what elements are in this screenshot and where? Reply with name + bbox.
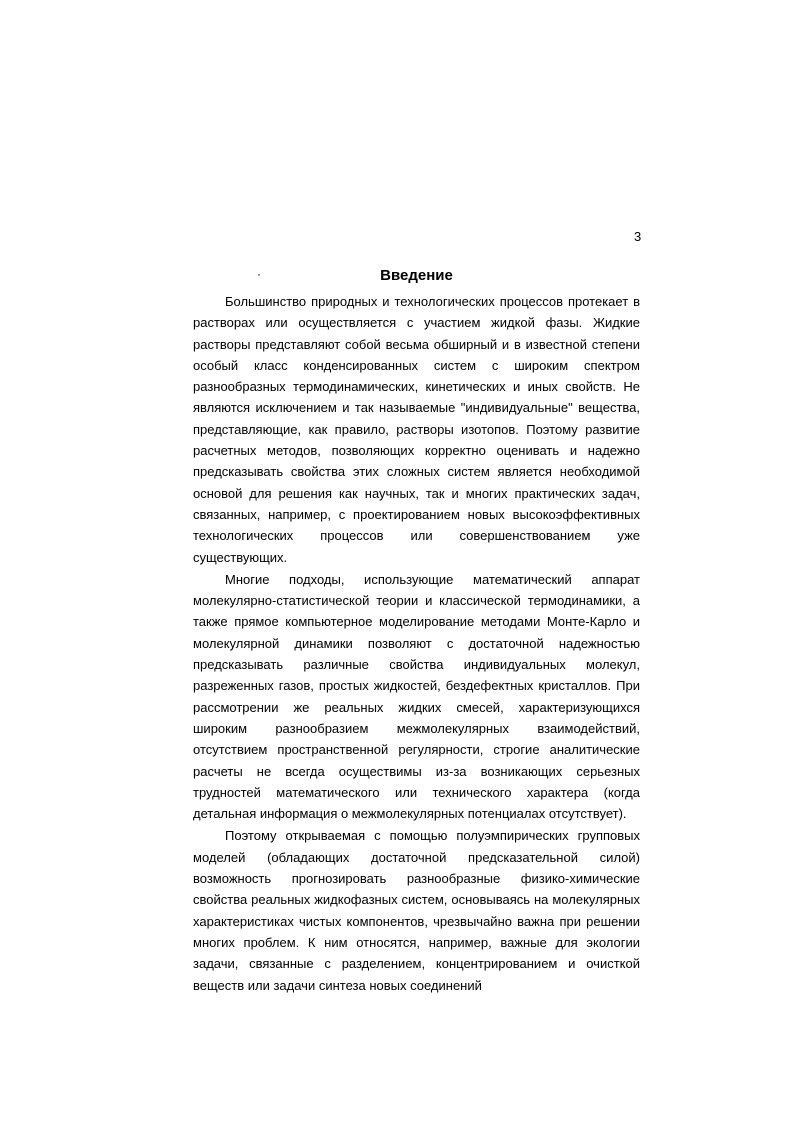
page-number: 3 bbox=[634, 229, 642, 244]
body-text bbox=[193, 291, 640, 996]
paragraph-3: Поэтому открываемая с помощью полуэмпирических групповых моделей (обладающих достаточной предсказательной силой) возможность прогнозировать разнообразные физико-химические свойства реальных жидкофазных систем, основываясь на молекулярных характеристиках чистых компонентов, чрезвычайно важна при решении многих проблем. К ним относятся, например, важные для экологии задачи, связанные с разделением, концентрированием и очисткой веществ или задачи синтеза новых соединений bbox=[193, 828, 640, 993]
stray-mark: · bbox=[257, 267, 261, 281]
paragraph-1: Большинство природных и технологических процессов протекает в растворах или осуществляется с участием жидкой фазы. Жидкие растворы представляют собой весьма обширный и в известной степени особый класс конденсированных систем с широким спектром разнообразных термодинамических, кинетических и иных свойств. Не являются исключением и так называемые "индивидуальные" вещества, представляющие, как правило, растворы изотопов. Поэтому развитие расчетных методов, позволяющих корректно оценивать и надежно предсказывать свойства этих сложных систем является необходимой основой для решения как научных, так и многих практических задач, связанных, например, с проектированием новых высокоэффективных технологических процессов или совершенствованием уже существующих. bbox=[193, 294, 640, 565]
section-title: Введение bbox=[380, 267, 453, 284]
paragraph-2: Многие подходы, использующие математический аппарат молекулярно-статистической теории и классической термодинамики, а также прямое компьютерное моделирование методами Монте-Карло и молекулярной динамики позволяют с достаточной надежностью предсказывать различные свойства индивидуальных молекул, разреженных газов, простых жидкостей, бездефектных кристаллов. При рассмотрении же реальных жидких смесей, характеризующихся широким разнообразием межмолекулярных взаимодействий, отсутствием пространственной регулярности, строгие аналитические расчеты не всегда осуществимы из-за возникающих серьезных трудностей математического или технического характера (когда детальная информация о межмолекулярных потенциалах отсутствует). bbox=[193, 571, 640, 822]
